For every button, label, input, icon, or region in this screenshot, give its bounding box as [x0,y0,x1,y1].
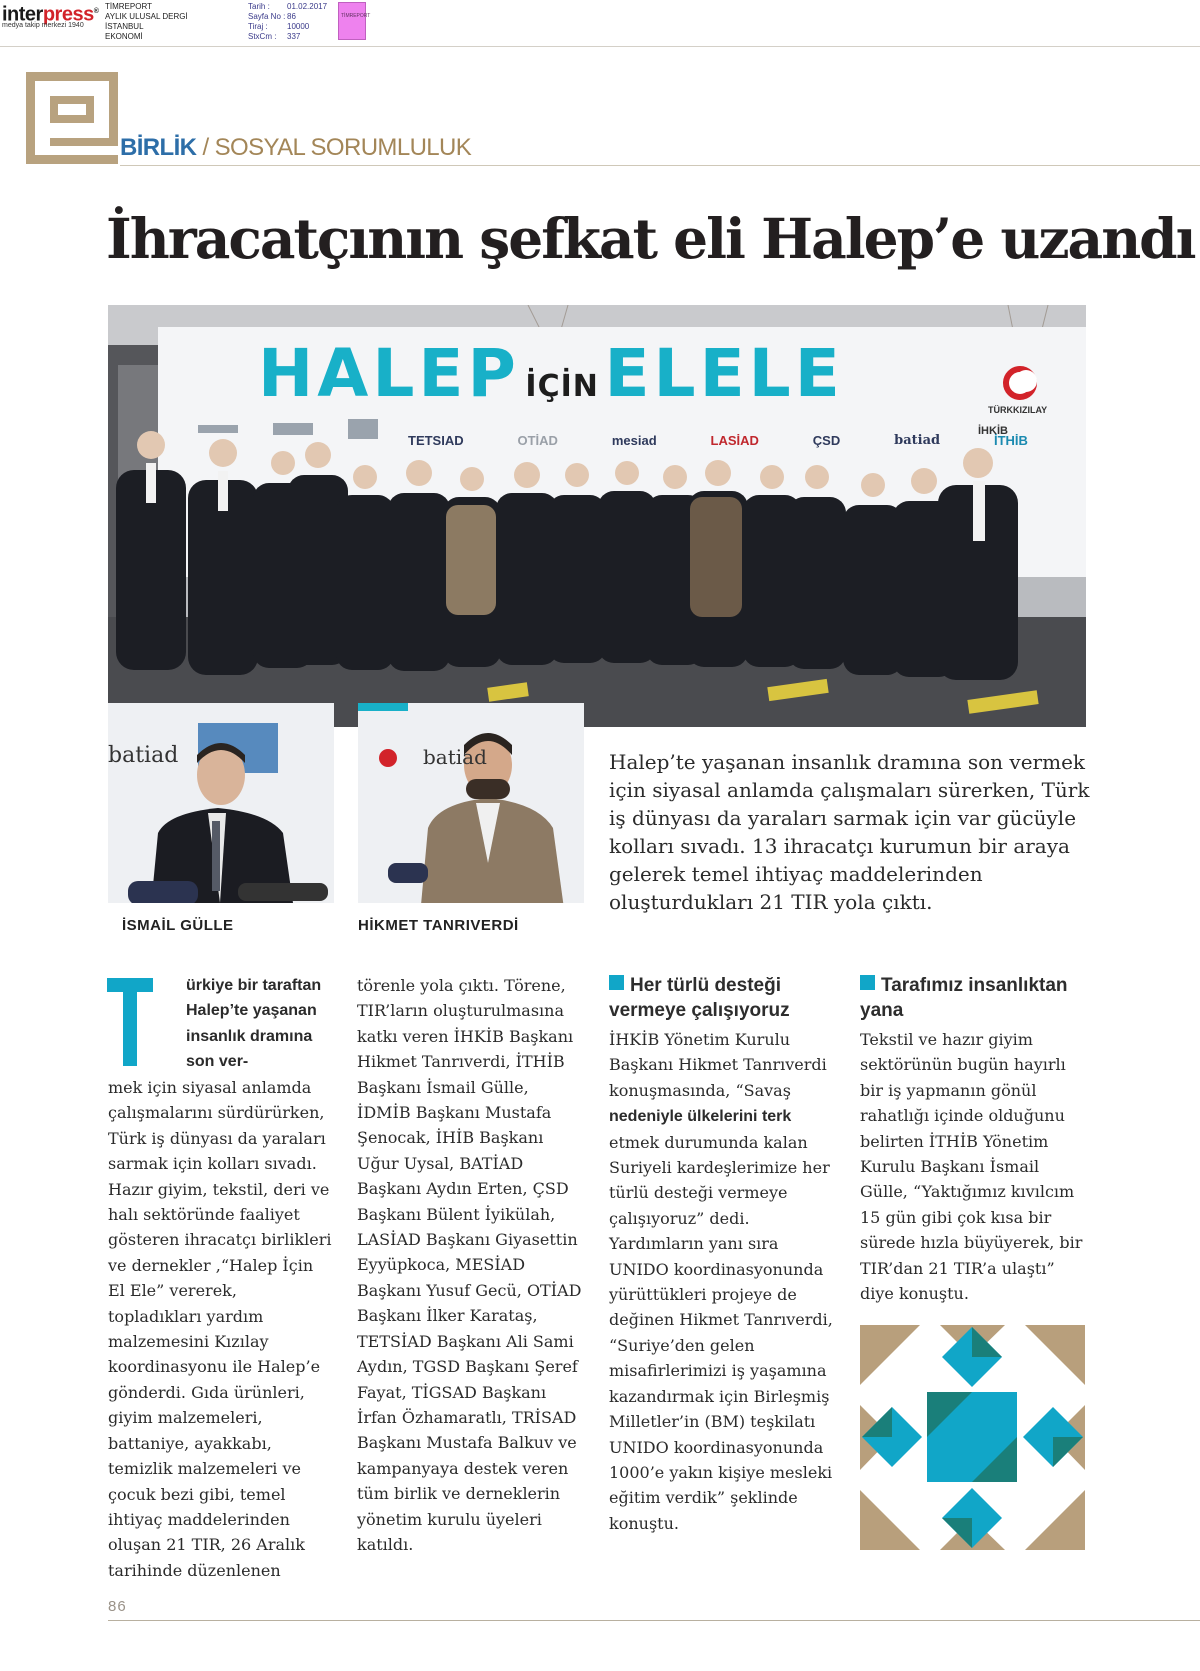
column-3-text-a: İHKİB Yönetim Kurulu Başkanı Hikmet Tanrıverdi konuşmasında, “Savaş [609,1030,827,1100]
column-2-text: törenle yola çıktı. Törene, TIR’ların oluşturulmasına katkı veren İHKİB Başkanı Hikmet Tanrıverdi, İTHİB Başkanı İsmail Gülle, İDMİB Başkanı Mustafa Şenocak, İHİB Başkanı Uğur Uysal, BATİAD Başkanı Aydın Erten, ÇSD Başkanı Bülent İyikülah, LASİAD Başkanı Giyasettin Eyyüpkoca, MESİAD Başkanı Yusuf Gecü, OTİAD Başkanı İlker Karataş, TETSİAD Başkanı Ali Sami Aydın, TGSD Başkanı Şeref Fayat, TİGSAD Başkanı İrfan Özhamaratlı, TRİSAD Başkanı Mustafa Balkuv ve kampanyaya destek veren tüm birlik ve derneklerin yönetim kurulu üyeleri katıldı. [357,976,582,1554]
column-4 [860,1027,1085,1306]
group-of-people [108,305,1086,727]
sponsor-logo: LASİAD [710,433,759,448]
column-1-intro [186,973,334,1075]
bottom-rule [108,1620,1200,1621]
article-headline: İhracatçının şefkat eli Halep’e uzandı [106,206,1195,271]
speaker-portrait-2 [358,703,584,938]
sponsor-logo: TETSIAD [408,433,464,448]
logo-subtitle: medya takip merkezi 1940 [2,22,84,29]
page-top-border [0,46,1200,47]
page-number: 86 [108,1598,127,1615]
sponsor-logo: OTİAD [517,433,558,448]
circulation-label: Tiraj : [248,22,268,31]
logo-registered-mark: ® [93,8,99,15]
photo-caption: İSMAİL GÜLLE [122,917,234,934]
section-heading [120,134,471,162]
publication-city: İSTANBUL [105,22,144,31]
clipping-thumbnail[interactable] [338,2,371,40]
photo-caption: HİKMET TANRIVERDİ [358,917,519,934]
column-3-text-c: etmek durumunda kalan Suriyeli kardeşlerimize her türlü desteği vermeye çalışıyoruz” dedi. Yardımların yanı sıra UNIDO koordinasyonunda yürüttükleri projeye de değinen Hikmet Tanrıverdi, “Suriye’den gelen misafirlerimizi iş yaşamına kazandırmak için Birleşmiş Milletler’in (BM) teşkilatı UNIDO koordinasyonunda 1000’e yakın kişiye mesleki eğitim verdik” şeklinde konuştu. [609,1132,833,1533]
column-4-heading-text: Tarafımız insanlıktan yana [860,975,1068,1021]
column-1 [108,1075,334,1583]
speaker-portrait-1 [108,703,334,938]
sponsor-logo-ihkib: İHKİB [978,425,1008,437]
photo-ismail-gulle [108,703,334,938]
page-label: Sayfa No : [248,12,286,21]
publication-category: EKONOMİ [105,32,143,41]
column-3 [609,1027,839,1536]
heading-square-icon [860,975,875,990]
column-3-heading [609,973,839,1023]
banner-word-elele: ELELE [604,335,844,412]
circulation-value: 10000 [287,22,310,31]
article-lead: Halep’te yaşanan insanlık dramına son vermek için siyasal anlamda çalışmaları sürerken, Türk iş dünyası da yaraları sarmak için var gücüyle kolları sıvadı. 13 ihracatçı kurumun bir araya gelerek temel ihtiyaç maddelerinden oluşturdukları 21 TIR yola çıktı. [609,750,1090,914]
column-1-intro-text: ürkiye bir taraftan Halep’te yaşanan insanlık dramına son ver- [186,977,322,1071]
stxcm-value: 337 [287,32,301,41]
section-rule [120,165,1200,166]
column-1-text: mek için siyasal anlamda çalışmalarını sürdürürken, Türk iş dünyası da yaraları sarmak için kolları sıvadı. Hazır giyim, tekstil, deri ve halı sektöründe faaliyet gösteren ihracatçı birlikleri ve dernekler ,“Halep İçin El Ele” vererek, topladıkları yardım malzemesini Kızılay koordinasyonu ile Halep’e gönderdi. Gıda ürünleri, giyim malzemeleri, battaniye, ayakkabı, temizlik malzemeleri ve çocuk bezi gibi, temel ihtiyaç maddelerinden oluşan 21 TIR, 26 Aralık tarihinde düzenlenen [108,1078,332,1580]
page-value: 86 [287,12,296,21]
section-primary: BİRLİK [120,134,197,161]
date-value: 01.02.2017 [287,2,328,11]
banner-word-halep: HALEP [258,335,520,412]
sponsor-logo: İTHİB [993,433,1028,448]
thumbnail-label: TİMREPORT [341,13,371,19]
sign-text: batiad [108,743,179,768]
heading-square-icon [609,975,624,990]
column-4-heading [860,973,1085,1023]
photo-hikmet-tanriverdi [358,703,584,938]
column-4-text: Tekstil ve hazır giyim sektörünün bugün hayırlı bir iş yapmanın gönül rahatlığı içinde olduğunu belirten İTHİB Yönetim Kurulu Başkanı İsmail Gülle, “Yaktığımız kıvılcım 15 gün gibi çok kısa bir sürede hızla büyüyerek, bir TIR’dan 21 TIR’a ulaştı” diye konuştu. [860,1030,1083,1304]
section-secondary: SOSYAL SORUMLULUK [214,134,472,161]
sponsor-logo: ÇSD [812,433,841,448]
publication-info [105,2,188,42]
publication-name: TİMREPORT [105,2,152,11]
kizilay-logo-text: TÜRKKIZILAY [988,405,1048,415]
sign-text: batiad [423,745,487,769]
publication-type: AYLIK ULUSAL DERGİ [105,12,188,21]
logo-text: inter [2,3,43,26]
clipping-meta-values [287,2,327,42]
column-2 [357,973,587,1557]
section-separator: / [202,134,209,161]
banner-word-icin: İÇİN [525,369,599,404]
date-label: Tarih : [248,2,270,11]
logo-accent-text: press [42,3,94,26]
column-3-heading-text: Her türlü desteği vermeye çalışıyoruz [609,975,790,1021]
section-emblem-icon [24,70,120,166]
geometric-pattern-icon [860,1325,1085,1550]
dropcap-letter [107,978,153,1066]
sponsor-logo: mesiad [611,433,657,448]
stxcm-label: StxCm : [248,32,277,41]
column-3-text-bold: nedeniyle ülkelerini terk [609,1108,792,1126]
sponsor-logo: batiad [894,433,941,448]
main-photo [108,305,1086,727]
clipping-meta-labels [248,2,285,42]
